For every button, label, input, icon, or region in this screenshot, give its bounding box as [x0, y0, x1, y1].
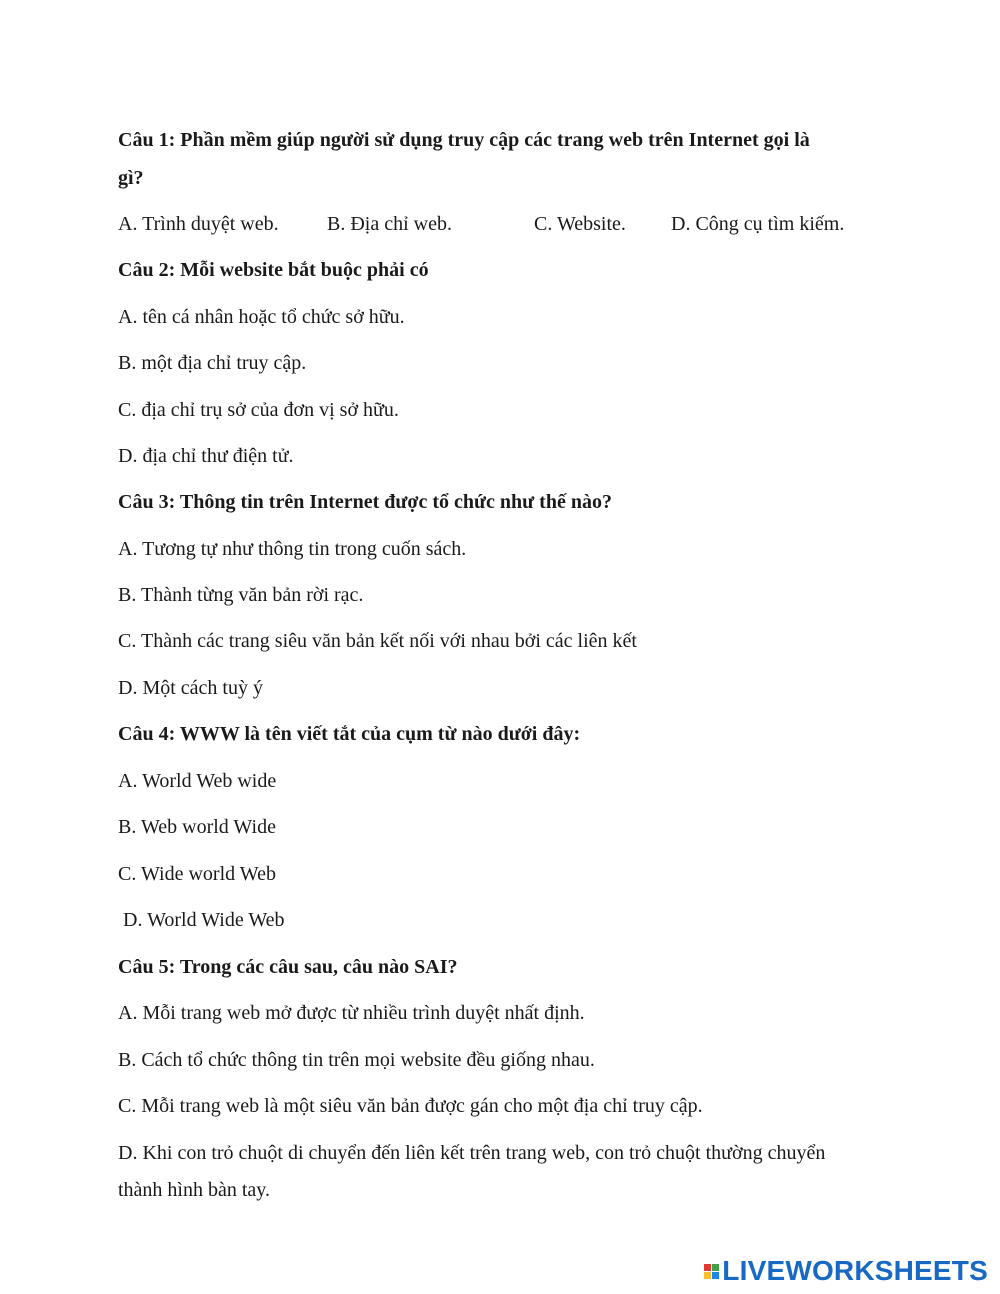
liveworksheets-logo — [704, 1256, 988, 1286]
logo-mark-square — [712, 1272, 719, 1279]
question-3-text: Câu 3: Thông tin trên Internet được tổ chức như thế nào? — [118, 491, 612, 513]
question-5-option-d-line1: D. Khi con trỏ chuột di chuyển đến liên kết trên trang web, con trỏ chuột thường chuyển — [118, 1142, 826, 1164]
question-4-option-a: A. World Web wide — [118, 770, 277, 792]
question-5-text: Câu 5: Trong các câu sau, câu nào SAI? — [118, 956, 458, 978]
question-1-text-line1: Câu 1: Phần mềm giúp người sử dụng truy cập các trang web trên Internet gọi là — [118, 129, 810, 151]
logo-mark-square — [704, 1272, 711, 1279]
question-5-option-a: A. Mỗi trang web mở được từ nhiều trình duyệt nhất định. — [118, 1002, 585, 1024]
question-4-option-b: B. Web world Wide — [118, 816, 276, 838]
logo-text: LIVEWORKSHEETS — [722, 1255, 988, 1286]
question-1-option-a: A. Trình duyệt web. — [118, 213, 279, 235]
question-4-option-d: D. World Wide Web — [118, 909, 285, 931]
question-3-option-b: B. Thành từng văn bản rời rạc. — [118, 584, 364, 606]
question-2-option-b: B. một địa chỉ truy cập. — [118, 352, 307, 374]
question-3-option-a: A. Tương tự như thông tin trong cuốn sách. — [118, 538, 467, 560]
question-3-option-d: D. Một cách tuỳ ý — [118, 677, 263, 699]
question-1-text-line2: gì? — [118, 167, 144, 189]
question-2-option-a: A. tên cá nhân hoặc tổ chức sở hữu. — [118, 306, 405, 328]
logo-mark-icon — [704, 1264, 719, 1279]
question-4-text: Câu 4: WWW là tên viết tắt của cụm từ nào dưới đây: — [118, 723, 581, 745]
question-2-option-c: C. địa chỉ trụ sở của đơn vị sở hữu. — [118, 399, 399, 421]
question-2-option-d: D. địa chỉ thư điện tử. — [118, 445, 294, 467]
logo-mark-square — [712, 1264, 719, 1271]
question-2-text: Câu 2: Mỗi website bắt buộc phải có — [118, 259, 429, 281]
question-5-option-d-line2: thành hình bàn tay. — [118, 1179, 271, 1201]
question-1-option-b: B. Địa chỉ web. — [327, 213, 452, 235]
question-5-option-b: B. Cách tổ chức thông tin trên mọi website đều giống nhau. — [118, 1049, 595, 1071]
logo-mark-square — [704, 1264, 711, 1271]
question-1-option-d: D. Công cụ tìm kiếm. — [671, 213, 845, 235]
question-4-option-c: C. Wide world Web — [118, 863, 276, 885]
question-1-option-c: C. Website. — [534, 213, 626, 235]
question-3-option-c: C. Thành các trang siêu văn bản kết nối với nhau bởi các liên kết — [118, 630, 637, 652]
question-5-option-c: C. Mỗi trang web là một siêu văn bản được gán cho một địa chỉ truy cập. — [118, 1095, 703, 1117]
